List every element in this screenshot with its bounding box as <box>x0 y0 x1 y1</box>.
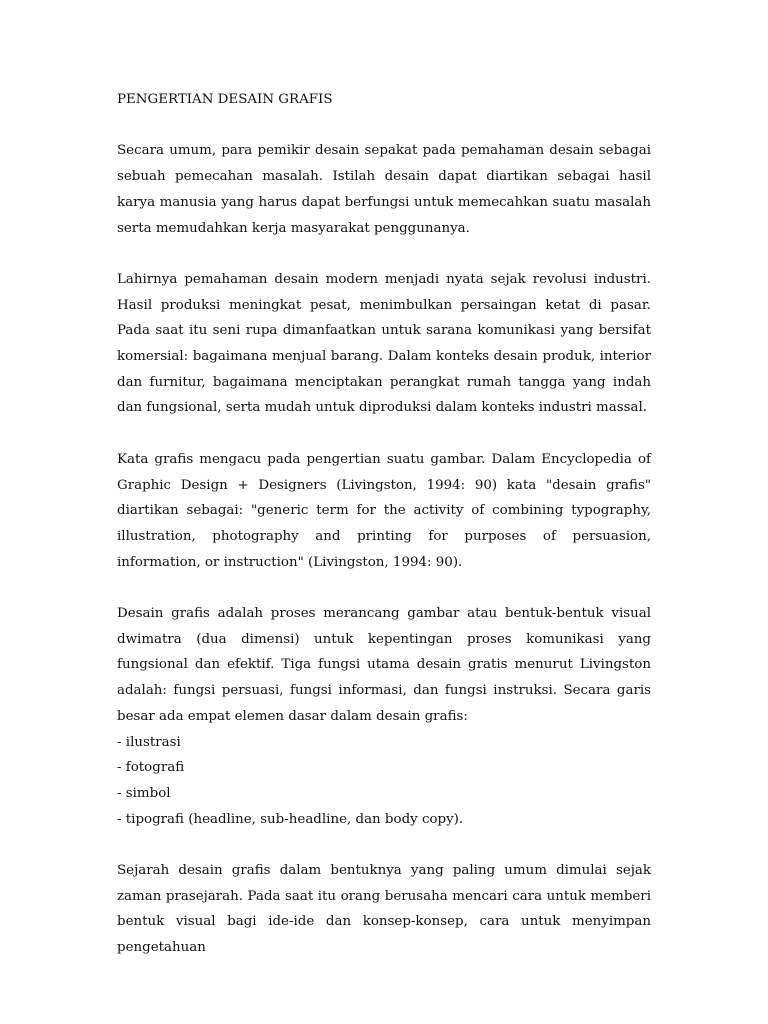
paragraph-5: Sejarah desain grafis dalam bentuknya yang paling umum dimulai sejak zaman prasejarah. Pada saat itu orang berusaha mencari cara untuk memberi bentuk visual bagi ide-ide dan konsep-konsep, cara untuk menyimpan pengetahuan <box>117 863 651 956</box>
list-item: - simbol <box>117 785 171 801</box>
list-item: - tipografi (headline, sub-headline, dan body copy). <box>117 811 464 827</box>
paragraph-4: Desain grafis adalah proses merancang gambar atau bentuk-bentuk visual dwimatra (dua dimensi) untuk kepentingan proses komunikasi yang fungsional dan efektif. Tiga fungsi utama desain gratis menurut Livingston adalah: fungsi persuasi, fungsi informasi, dan fungsi instruksi. Secara garis besar ada empat elemen dasar dalam desain grafis: <box>117 606 651 724</box>
paragraph-1: Secara umum, para pemikir desain sepakat pada pemahaman desain sebagai sebuah pemecahan masalah. Istilah desain dapat diartikan sebagai hasil karya manusia yang harus dapat berfungsi untuk memecahkan suatu masalah serta memudahkan kerja masyarakat penggunanya. <box>117 143 651 236</box>
design-elements-list <box>117 730 651 833</box>
paragraph-2: Lahirnya pemahaman desain modern menjadi nyata sejak revolusi industri. Hasil produksi meningkat pesat, menimbulkan persaingan ketat di pasar. Pada saat itu seni rupa dimanfaatkan untuk sarana komunikasi yang bersifat komersial: bagaimana menjual barang. Dalam konteks desain produk, interior dan furnitur, bagaimana menciptakan perangkat rumah tangga yang indah dan fungsional, serta mudah untuk diproduksi dalam konteks industri massal. <box>117 271 651 416</box>
list-item: - fotografi <box>117 760 185 776</box>
paragraph-3: Kata grafis mengacu pada pengertian suatu gambar. Dalam Encyclopedia of Graphic Design + Designers (Livingston, 1994: 90) kata "desain grafis" diartikan sebagai: "generic term for the activity of combining typography, illustration, photography and printing for purposes of persuasion, information, or instruction" (Livingston, 1994: 90). <box>117 451 651 570</box>
list-item: - ilustrasi <box>117 734 181 750</box>
document-title: PENGERTIAN DESAIN GRAFIS <box>117 92 333 107</box>
document-body <box>117 87 651 987</box>
